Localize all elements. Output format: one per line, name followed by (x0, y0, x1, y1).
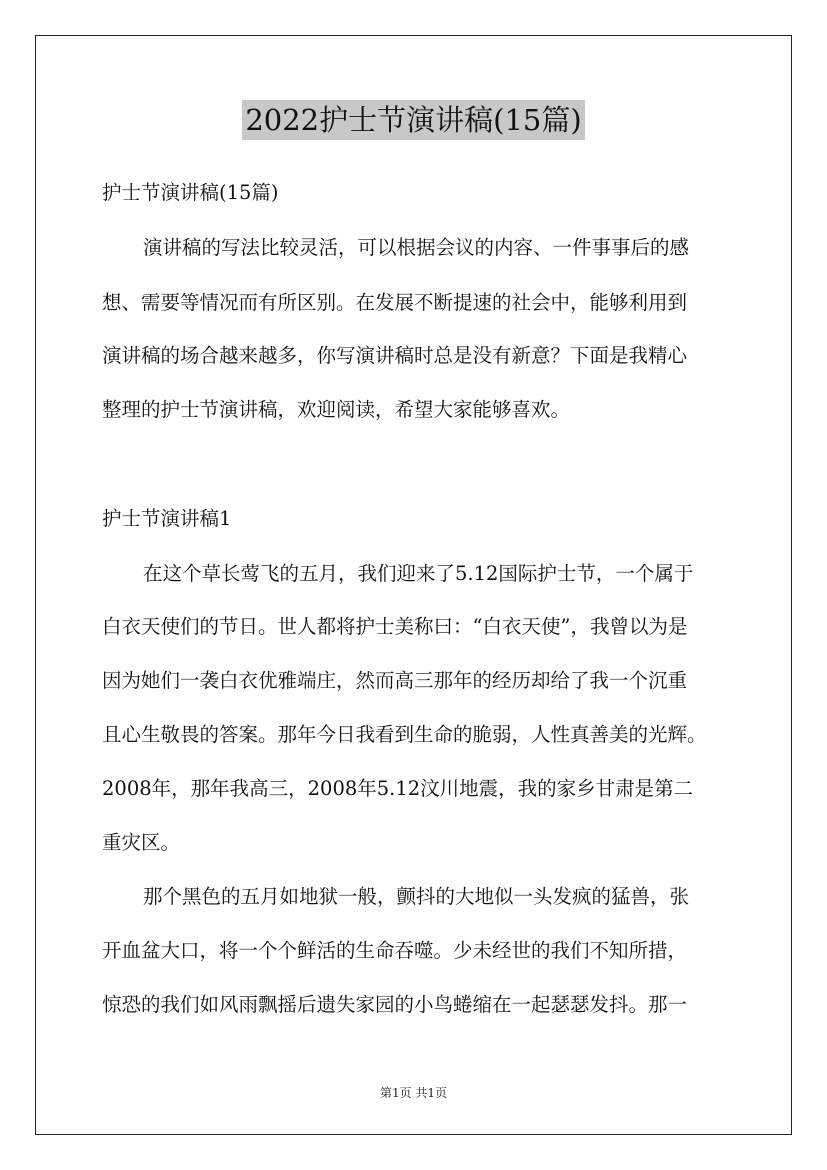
paragraph-line: 开血盆大口，将一个个鲜活的生命吞噬。少未经世的我们不知所措， (102, 939, 688, 962)
paragraph-line: 那个黑色的五月如地狱一般，颤抖的大地似一头发疯的猛兽，张 (143, 885, 690, 908)
page-footer: 第1页 共1页 (379, 1086, 448, 1100)
intro-line: 整理的护士节演讲稿，欢迎阅读，希望大家能够喜欢。 (102, 398, 571, 421)
intro-line: 演讲稿的写法比较灵活，可以根据会议的内容、一件事事后的感 (143, 236, 690, 259)
paragraph-line: 白衣天使们的节日。世人都将护士美称曰：“白衣天使”，我曾以为是 (102, 615, 688, 638)
paragraph-line: 重灾区。 (102, 831, 181, 854)
paragraph-line: 因为她们一袭白衣优雅端庄，然而高三那年的经历却给了我一个沉重 (102, 669, 688, 692)
intro-line: 想、需要等情况而有所区别。在发展不断提速的社会中，能够利用到 (102, 291, 688, 314)
title-container (0, 100, 827, 140)
paragraph-line: 2008年，那年我高三，2008年5.12汶川地震，我的家乡甘肃是第二 (102, 777, 694, 800)
document-subtitle: 护士节演讲稿(15篇) (102, 181, 279, 204)
intro-line: 演讲稿的场合越来越多，你写演讲稿时总是没有新意？下面是我精心 (102, 344, 688, 367)
paragraph-line: 惊恐的我们如风雨飘摇后遗失家园的小鸟蜷缩在一起瑟瑟发抖。那一 (102, 993, 688, 1016)
document-title: 2022护士节演讲稿(15篇) (242, 100, 584, 140)
section-heading: 护士节演讲稿1 (102, 507, 232, 530)
paragraph-line: 且心生敬畏的答案。那年今日我看到生命的脆弱，人性真善美的光辉。 (102, 723, 707, 746)
paragraph-line: 在这个草长莺飞的五月，我们迎来了5.12国际护士节，一个属于 (143, 562, 694, 585)
